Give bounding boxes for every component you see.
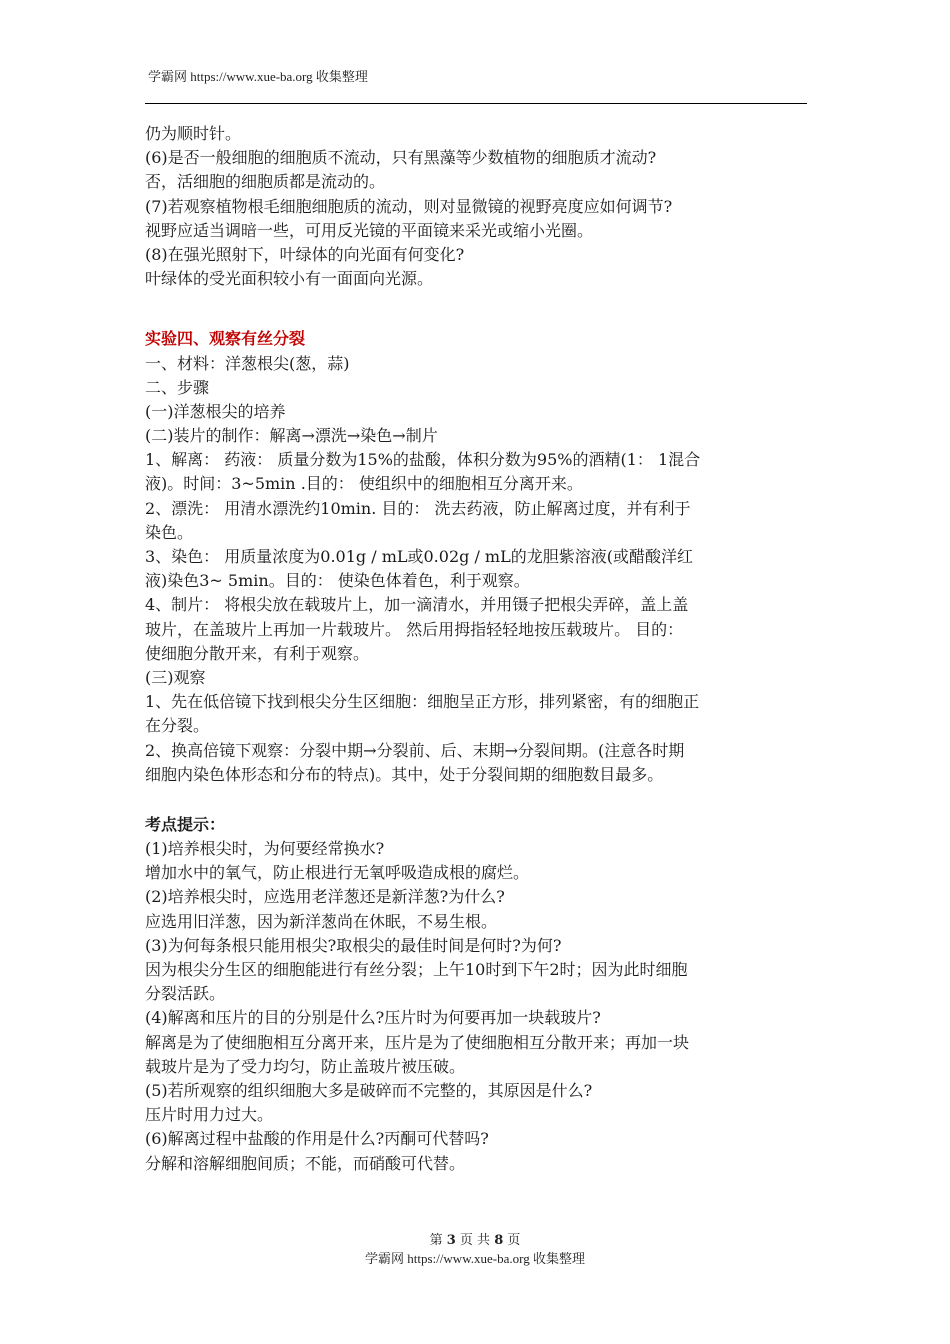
block-tips-qa [145, 837, 809, 1176]
header-divider [145, 103, 807, 104]
text-line: 液)染色3~ 5min。目的： 使染色体着色，利于观察。 [145, 571, 530, 591]
text-line: 3、染色： 用质量浓度为0.01g / mL或0.02g / mL的龙胆紫溶液(或醋酸洋红 [145, 547, 693, 566]
text-line: (5)若所观察的组织细胞大多是破碎而不完整的，其原因是什么? [145, 1080, 593, 1100]
text-line: 分裂活跃。 [145, 984, 226, 1004]
block-mitosis-steps [145, 352, 809, 787]
page-mid: 页 共 [459, 1233, 491, 1248]
text-line: (4)解离和压片的目的分别是什么?压片时为何要再加一块载玻片? [145, 1008, 601, 1028]
text-line: 叶绿体的受光面积较小有一面面向光源。 [145, 269, 434, 289]
text-line: 1、先在低倍镜下找到根尖分生区细胞：细胞呈正方形，排列紧密，有的细胞正 [145, 692, 700, 712]
page-header: 学霸网 https://www.xue-ba.org 收集整理 [148, 69, 368, 84]
text-line: 二、步骤 [145, 377, 210, 397]
text-line: 视野应适当调暗一些，可用反光镜的平面镜来采光或缩小光圈。 [145, 220, 594, 240]
text-line: 2、换高倍镜下观察：分裂中期→分裂前、后、末期→分裂间期。(注意各时期 [145, 740, 685, 760]
text-line: (6)是否一般细胞的细胞质不流动，只有黑藻等少数植物的细胞质才流动? [145, 148, 657, 168]
document-body [145, 122, 809, 1176]
text-line: 压片时用力过大。 [145, 1105, 274, 1125]
text-line: (8)在强光照射下，叶绿体的向光面有何变化? [145, 244, 465, 264]
page-prefix: 第 [429, 1233, 443, 1248]
page-number [0, 1229, 950, 1248]
text-line: 否，活细胞的细胞质都是流动的。 [145, 172, 386, 192]
text-line: (二)装片的制作：解离→漂洗→染色→制片 [145, 426, 438, 446]
current-page: 3 [446, 1233, 456, 1248]
text-line: (7)若观察植物根毛细胞细胞质的流动，则对显微镜的视野亮度应如何调节? [145, 196, 673, 216]
text-line: 一、材料：洋葱根尖(葱，蒜) [145, 353, 350, 373]
spacer [145, 291, 809, 327]
text-line: (3)为何每条根只能用根尖?取根尖的最佳时间是何时?为何? [145, 935, 562, 955]
text-line: (2)培养根尖时，应选用老洋葱还是新洋葱?为什么? [145, 887, 505, 907]
text-line: 分解和溶解细胞间质；不能，而硝酸可代替。 [145, 1153, 466, 1173]
page-footer: 学霸网 https://www.xue-ba.org 收集整理 [365, 1251, 585, 1266]
text-line: 液)。时间：3~5min .目的： 使组织中的细胞相互分离开来。 [145, 474, 583, 494]
total-pages: 8 [494, 1233, 504, 1248]
text-line: 在分裂。 [145, 716, 210, 736]
text-line: 仍为顺时针。 [145, 124, 242, 143]
text-line: 载玻片是为了受力均匀，防止盖玻片被压破。 [145, 1056, 466, 1076]
page-suffix: 页 [507, 1233, 521, 1248]
text-line: 应选用旧洋葱，因为新洋葱尚在休眠，不易生根。 [145, 911, 498, 931]
text-line: (6)解离过程中盐酸的作用是什么?丙酮可代替吗? [145, 1129, 489, 1149]
block-cytoplasm-qa [145, 122, 809, 291]
text-line: 增加水中的氧气，防止根进行无氧呼吸造成根的腐烂。 [145, 863, 530, 883]
spacer [145, 787, 809, 813]
text-line: 因为根尖分生区的细胞能进行有丝分裂；上午10时到下午2时；因为此时细胞 [145, 960, 688, 979]
text-line: (1)培养根尖时，为何要经常换水? [145, 839, 385, 859]
text-line: (一)洋葱根尖的培养 [145, 401, 286, 421]
text-line: 细胞内染色体形态和分布的特点)。其中，处于分裂间期的细胞数目最多。 [145, 764, 664, 784]
text-line: (三)观察 [145, 667, 206, 687]
text-line: 2、漂洗： 用清水漂洗约10min. 目的： 洗去药液，防止解离过度，并有利于 [145, 498, 691, 518]
text-line: 使细胞分散开来，有利于观察。 [145, 643, 370, 663]
tips-title: 考点提示： [145, 814, 226, 834]
text-line: 解离是为了使细胞相互分离开来，压片是为了使细胞相互分散开来；再加一块 [145, 1032, 690, 1052]
section-title: 实验四、观察有丝分裂 [145, 329, 306, 349]
text-line: 染色。 [145, 522, 194, 542]
text-line: 1、解离： 药液： 质量分数为15%的盐酸，体积分数为95%的酒精(1： 1混合 [145, 450, 701, 470]
text-line: 玻片，在盖玻片上再加一片载玻片。 然后用拇指轻轻地按压载玻片。 目的： [145, 619, 684, 639]
text-line: 4、制片： 将根尖放在载玻片上，加一滴清水，并用镊子把根尖弄碎，盖上盖 [145, 595, 689, 615]
